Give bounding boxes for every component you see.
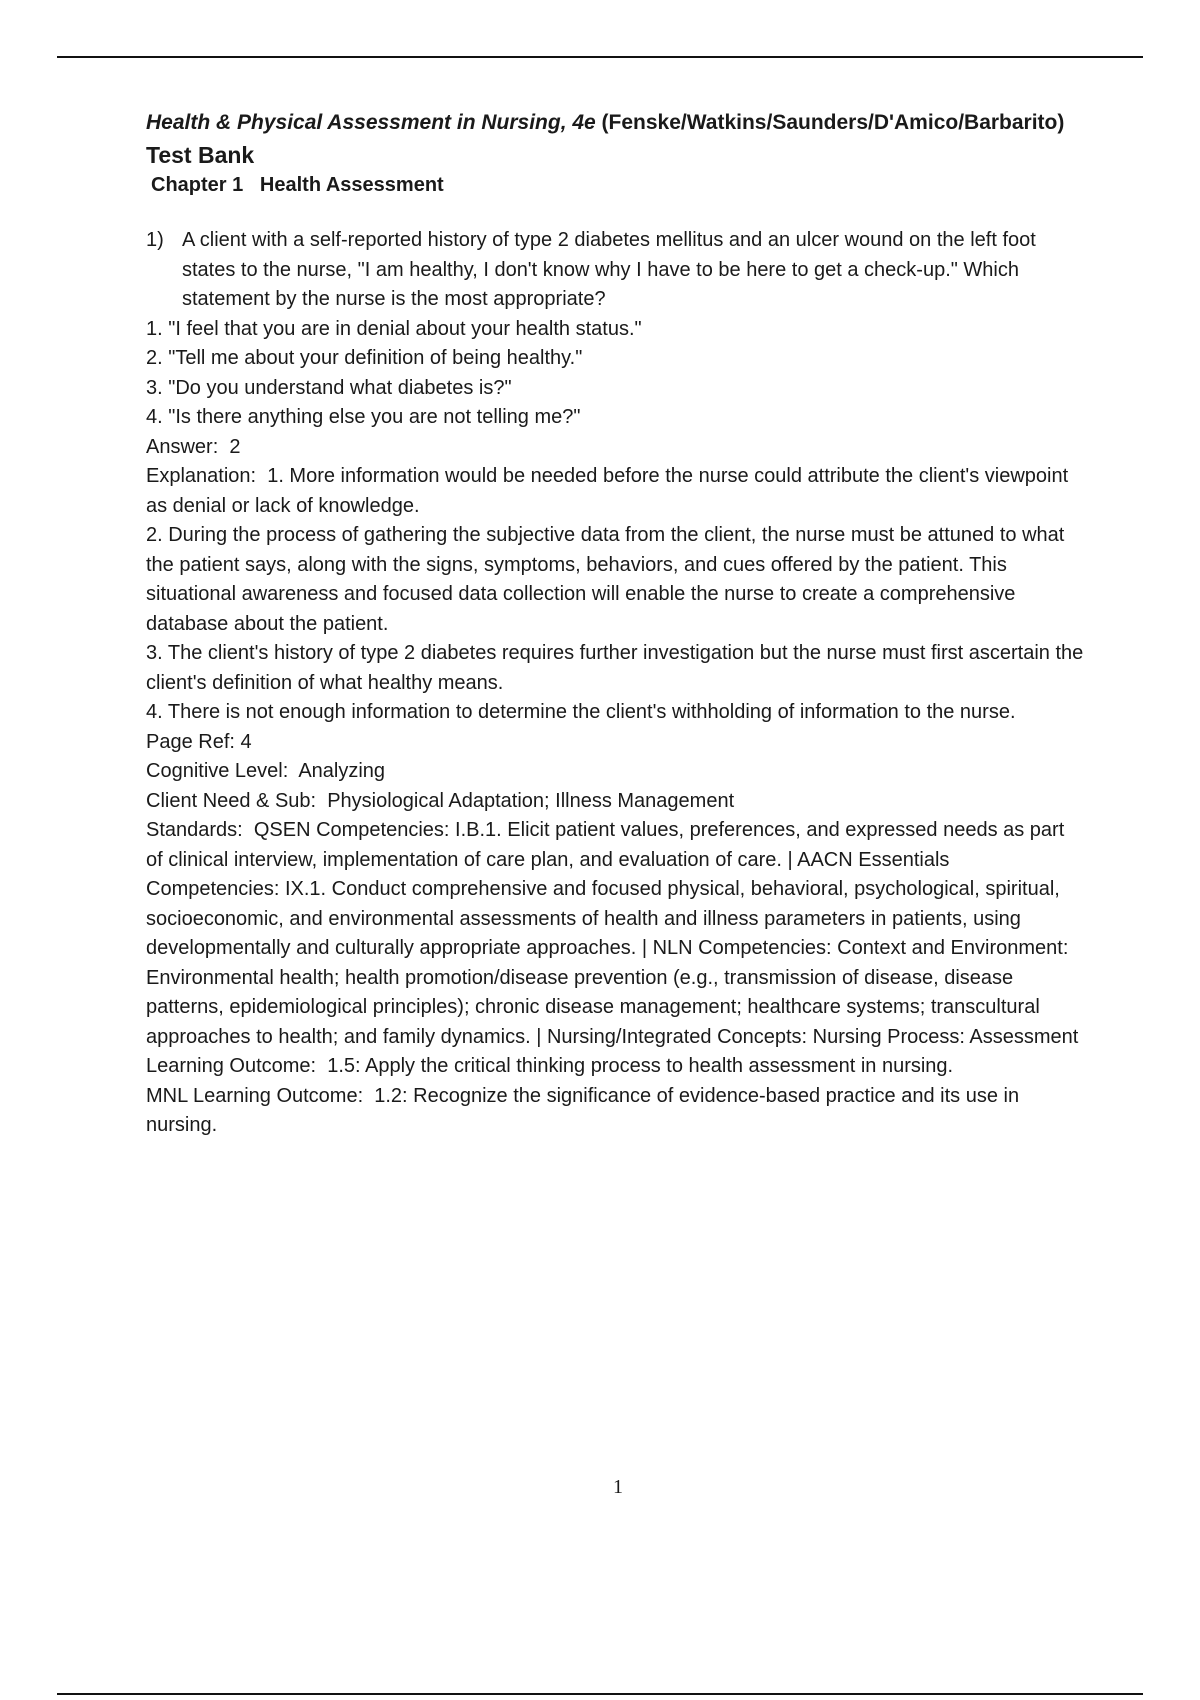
question-number: 1) — [146, 229, 164, 251]
book-title-italic: Health & Physical Assessment in Nursing, 4e — [146, 111, 596, 134]
answer-option: 3. "Do you understand what diabetes is?" — [146, 376, 512, 399]
answer-option: 2. "Tell me about your definition of being healthy." — [146, 347, 583, 369]
question-stem: A client with a self-reported history of type 2 diabetes mellitus and an ulcer wound on the left foot states to the nurse, "I am healthy, I don't know why I have to be here to get a check-up." Which statement by the nurse is the most appropriate? — [182, 229, 1036, 310]
explanation-paragraph: 2. During the process of gathering the subjective data from the client, the nurse must be attuned to what the patient says, along with the signs, symptoms, behaviors, and cues offered by the patient. This situational awareness and focused data collection will enable the nurse to create a comprehensive database about the patient. — [146, 524, 1070, 635]
bottom-rule — [57, 1693, 1143, 1695]
top-rule — [57, 56, 1143, 58]
chapter-heading: Chapter 1 Health Assessment — [151, 174, 444, 196]
explanation-paragraph: Explanation: 1. More information would be needed before the nurse could attribute the client's viewpoint as denial or lack of knowledge. — [146, 465, 1074, 517]
client-need: Client Need & Sub: Physiological Adaptation; Illness Management — [146, 789, 735, 812]
page-content — [146, 108, 1089, 1141]
question-stem-block — [146, 226, 1084, 315]
page-number: 1 — [613, 1476, 623, 1498]
answer-key: Answer: 2 — [146, 435, 241, 458]
mnl-learning-outcome: MNL Learning Outcome: 1.2: Recognize the significance of evidence-based practice and its use in nursing. — [146, 1084, 1025, 1136]
answer-option: 1. "I feel that you are in denial about your health status." — [146, 317, 642, 340]
standards: Standards: QSEN Competencies: I.B.1. Elicit patient values, preferences, and expressed needs as part of clinical interview, implementation of care plan, and evaluation of care. | AACN Essentials Competencies: IX.1. Conduct comprehensive and focused physical, behavioral, psychological, spiritual, socioeconomic, and environmental assessments of health and illness parameters in patients, using developmentally and culturally appropriate approaches. | NLN Competencies: Context and Environment: Environmental health; health promotion/disease prevention (e.g., transmission of disease, disease patterns, epidemiological principles); chronic disease management; healthcare systems; transcultural approaches to health; and family dynamics. | Nursing/Integrated Concepts: Nursing Process: Assessment — [146, 819, 1079, 1048]
answer-details — [146, 433, 1089, 1141]
answer-option: 4. "Is there anything else you are not telling me?" — [146, 406, 581, 428]
book-authors: (Fenske/Watkins/Saunders/D'Amico/Barbarito) — [595, 111, 1065, 134]
learning-outcome: Learning Outcome: 1.5: Apply the critical thinking process to health assessment in nursing. — [146, 1055, 954, 1077]
test-bank-heading: Test Bank — [146, 142, 255, 168]
answer-options — [146, 315, 1084, 433]
explanation-paragraph: 4. There is not enough information to determine the client's withholding of information to the nurse. — [146, 701, 1016, 723]
page-reference: Page Ref: 4 — [146, 730, 252, 753]
book-title — [146, 108, 1084, 138]
cognitive-level: Cognitive Level: Analyzing — [146, 760, 386, 782]
explanation-paragraph: 3. The client's history of type 2 diabetes requires further investigation but the nurse must first ascertain the client's definition of what healthy means. — [146, 642, 1089, 694]
